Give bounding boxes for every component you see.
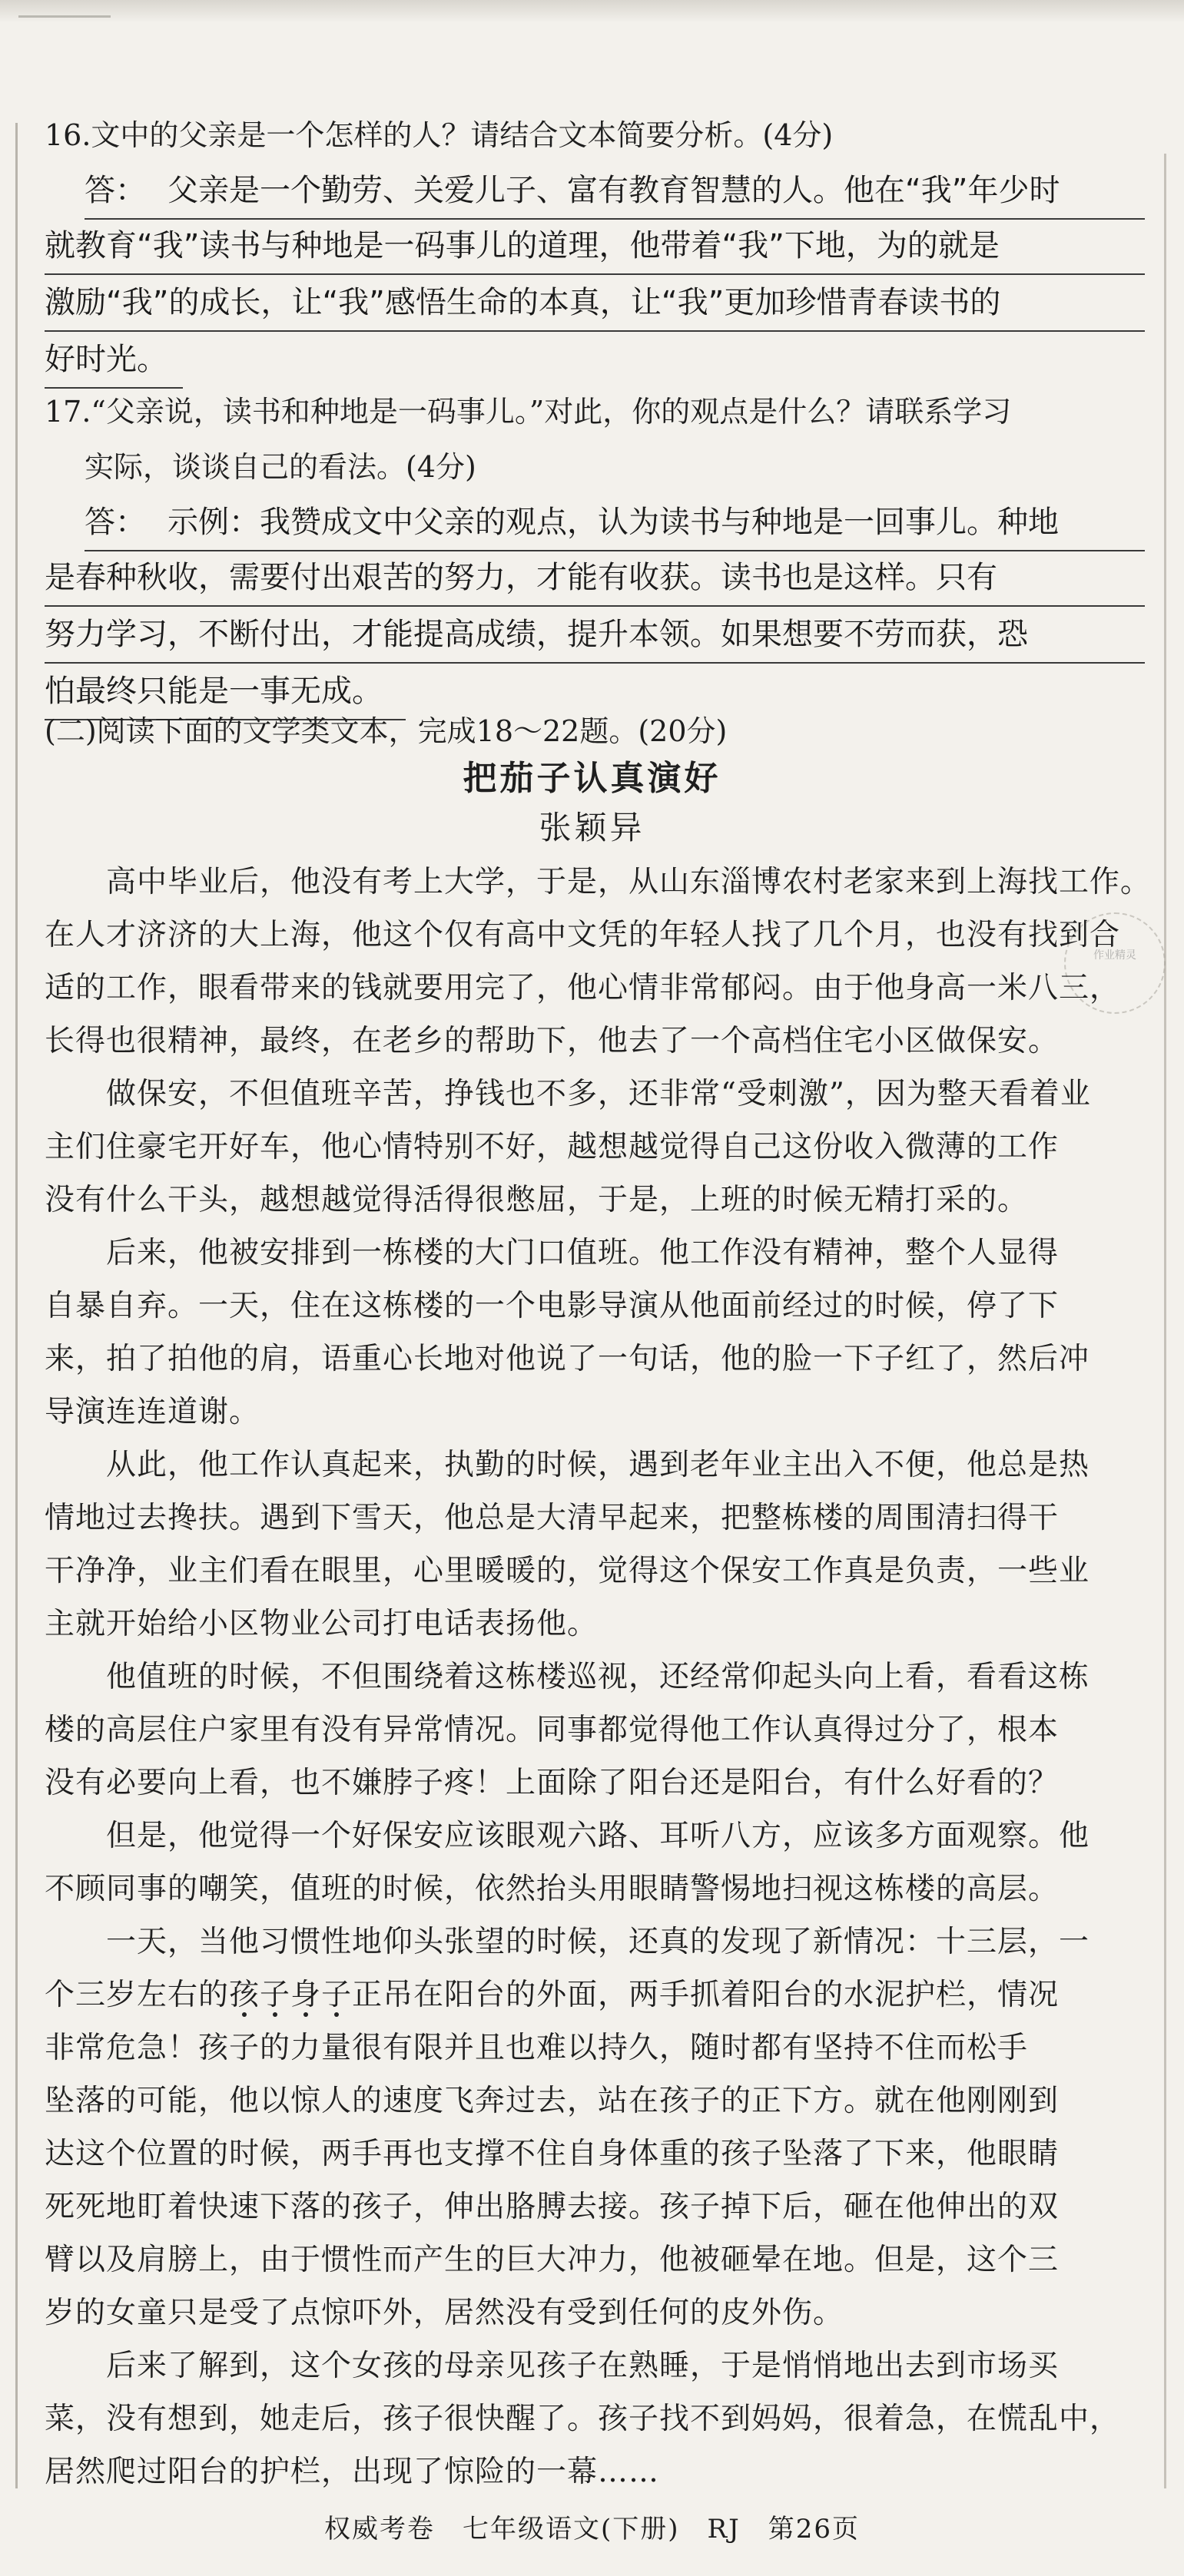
answer-16-line: 好时光。: [45, 332, 183, 389]
emphasis-dot-char: 子: [260, 1978, 291, 2012]
article-line: 来，拍了拍他的肩，语重心长地对他说了一句话，他的脸一下子红了，然后冲: [45, 1342, 1090, 1376]
article-body: [45, 856, 1151, 2498]
page-footer: 权威考卷 七年级语文(下册) RJ 第26页: [323, 2514, 861, 2545]
answer-17-line: 努力学习，不断付出，才能提高成绩，提升本领。如果想要不劳而获，恐: [45, 607, 1145, 664]
section-heading: (二)阅读下面的文学类文本，完成18～22题。(20分): [45, 714, 728, 748]
article-line: 干净净，业主们看在眼里，心里暖暖的，觉得这个保安工作真是负责，一些业: [45, 1554, 1090, 1588]
question-16: [45, 108, 1136, 163]
article-line: 菜，没有想到，她走后，孩子很快醒了。孩子找不到妈妈，很着急，在慌乱中，: [45, 2402, 1121, 2436]
torn-top-edge: [0, 0, 1184, 23]
article-line: 没有必要向上看，也不嫌脖子疼！上面除了阳台还是阳台，有什么好看的？: [45, 1766, 1060, 1800]
article-line: 没有什么干头，越想越觉得活得很憋屈，于是，上班的时候无精打采的。: [45, 1183, 1029, 1217]
answer-17: [85, 495, 1145, 551]
question-17-line: 17.“父亲说，读书和种地是一码事儿。”对此，你的观点是什么？请联系学习: [45, 395, 1012, 429]
question-16-text: 16.文中的父亲是一个怎样的人？请结合文本简要分析。(4分): [45, 118, 834, 152]
article-line: 他值班的时候，不但围绕着这栋楼巡视，还经常仰起头向上看，看看这栋: [45, 1660, 1090, 1694]
article-line: 个三岁左右的孩子身子正吊在阳台的外面，两手抓着阳台的水泥护栏，情况: [45, 1978, 1060, 2012]
article-line: 坠落的可能，他以惊人的速度飞奔过去，站在孩子的正下方。就在他刚刚到: [45, 2084, 1060, 2118]
question-17: [45, 384, 1136, 495]
emphasis-dot-char: 身: [290, 1978, 322, 2012]
answer-17-line: 怕最终只能是一事无成。: [45, 664, 406, 720]
article-line: 后来，他被安排到一栋楼的大门口值班。他工作没有精神，整个人显得: [45, 1236, 1060, 1270]
article-line: 长得也很精神，最终，在老乡的帮助下，他去了一个高档住宅小区做保安。: [45, 1024, 1060, 1058]
article-line: 一天，当他习惯性地仰头张望的时候，还真的发现了新情况：十三层，一: [45, 1925, 1090, 1959]
article-line: 自暴自弃。一天，住在这栋楼的一个电影导演从他面前经过的时候，停了下: [45, 1289, 1060, 1323]
article-line: 不顾同事的嘲笑，值班的时候，依然抬头用眼睛警惕地扫视这栋楼的高层。: [45, 1872, 1060, 1906]
answer-17-line: 答： 示例：我赞成文中父亲的观点，认为读书与种地是一回事儿。种地: [85, 495, 1145, 551]
right-margin-line: [1164, 154, 1166, 2488]
answer-17-line: 是春种秋收，需要付出艰苦的努力，才能有收获。读书也是这样。只有: [45, 550, 1145, 607]
article-line: 楼的高层住户家里有没有异常情况。同事都觉得他工作认真得过分了，根本: [45, 1713, 1060, 1747]
article-line: 做保安，不但值班辛苦，挣钱也不多，还非常“受刺激”，因为整天看着业: [45, 1077, 1091, 1111]
answer-label: 答：: [85, 173, 146, 208]
article-line: 导演连连道谢。: [45, 1395, 260, 1429]
article-line: 在人才济济的大上海，他这个仅有高中文凭的年轻人找了几个月，也没有找到合: [45, 918, 1121, 952]
emphasis-dot-char: 孩: [229, 1978, 260, 2012]
article-line: 死死地盯着快速下落的孩子，伸出胳膊去接。孩子掉下后，砸在他伸出的双: [45, 2190, 1060, 2224]
article-line: 但是，他觉得一个好保安应该眼观六路、耳听八方，应该多方面观察。他: [45, 1819, 1090, 1853]
answer-16-line: 答： 父亲是一个勤劳、关爱儿子、富有教育智慧的人。他在“我”年少时: [85, 163, 1145, 220]
emphasis-dot-char: 子: [321, 1978, 353, 2012]
left-binding-line: [15, 123, 18, 2488]
article-line: 后来了解到，这个女孩的母亲见孩子在熟睡，于是悄悄地出去到市场买: [45, 2349, 1060, 2383]
article-line: 岁的女童只是受了点惊吓外，居然没有受到任何的皮外伤。: [45, 2296, 844, 2330]
article-line: 臂以及肩膀上，由于惯性而产生的巨大冲力，他被砸晕在地。但是，这个三: [45, 2243, 1060, 2277]
article-line: 适的工作，眼看带来的钱就要用完了，他心情非常郁闷。由于他身高一米八三，: [45, 971, 1121, 1005]
answer-label: 答：: [85, 505, 146, 540]
article-line: 主们住豪宅开好车，他心情特别不好，越想越觉得自己这份收入微薄的工作: [45, 1130, 1060, 1164]
article-title: 把茄子认真演好: [463, 759, 721, 798]
question-17-line: 实际，谈谈自己的看法。(4分): [85, 450, 476, 484]
article-line: 高中毕业后，他没有考上大学，于是，从山东淄博农村老家来到上海找工作。: [45, 865, 1152, 899]
answer-16-rest: [45, 218, 1145, 389]
stamp-text: 作业精灵: [1093, 949, 1136, 962]
article-line: 从此，他工作认真起来，执勤的时候，遇到老年业主出入不便，他总是热: [45, 1448, 1090, 1482]
answer-16-line: 就教育“我”读书与种地是一码事儿的道理，他带着“我”下地，为的就是: [45, 218, 1145, 275]
answer-16-line: 激励“我”的成长，让“我”感悟生命的本真，让“我”更加珍惜青春读书的: [45, 275, 1145, 332]
answer-17-rest: [45, 550, 1145, 720]
answer-16: [85, 163, 1145, 220]
article-line: 达这个位置的时候，两手再也支撑不住自身体重的孩子坠落了下来，他眼睛: [45, 2137, 1060, 2171]
article-line: 居然爬过阳台的护栏，出现了惊险的一幕……: [45, 2455, 660, 2489]
article-author: 张颖异: [539, 809, 645, 846]
handwritten-scrawl: [18, 3, 111, 18]
article-line: 主就开始给小区物业公司打电话表扬他。: [45, 1607, 599, 1641]
article-line: 非常危急！孩子的力量很有限并且也难以持久，随时都有坚持不住而松手: [45, 2031, 1029, 2065]
article-line: 情地过去搀扶。遇到下雪天，他总是大清早起来，把整栋楼的周围清扫得干: [45, 1501, 1060, 1535]
